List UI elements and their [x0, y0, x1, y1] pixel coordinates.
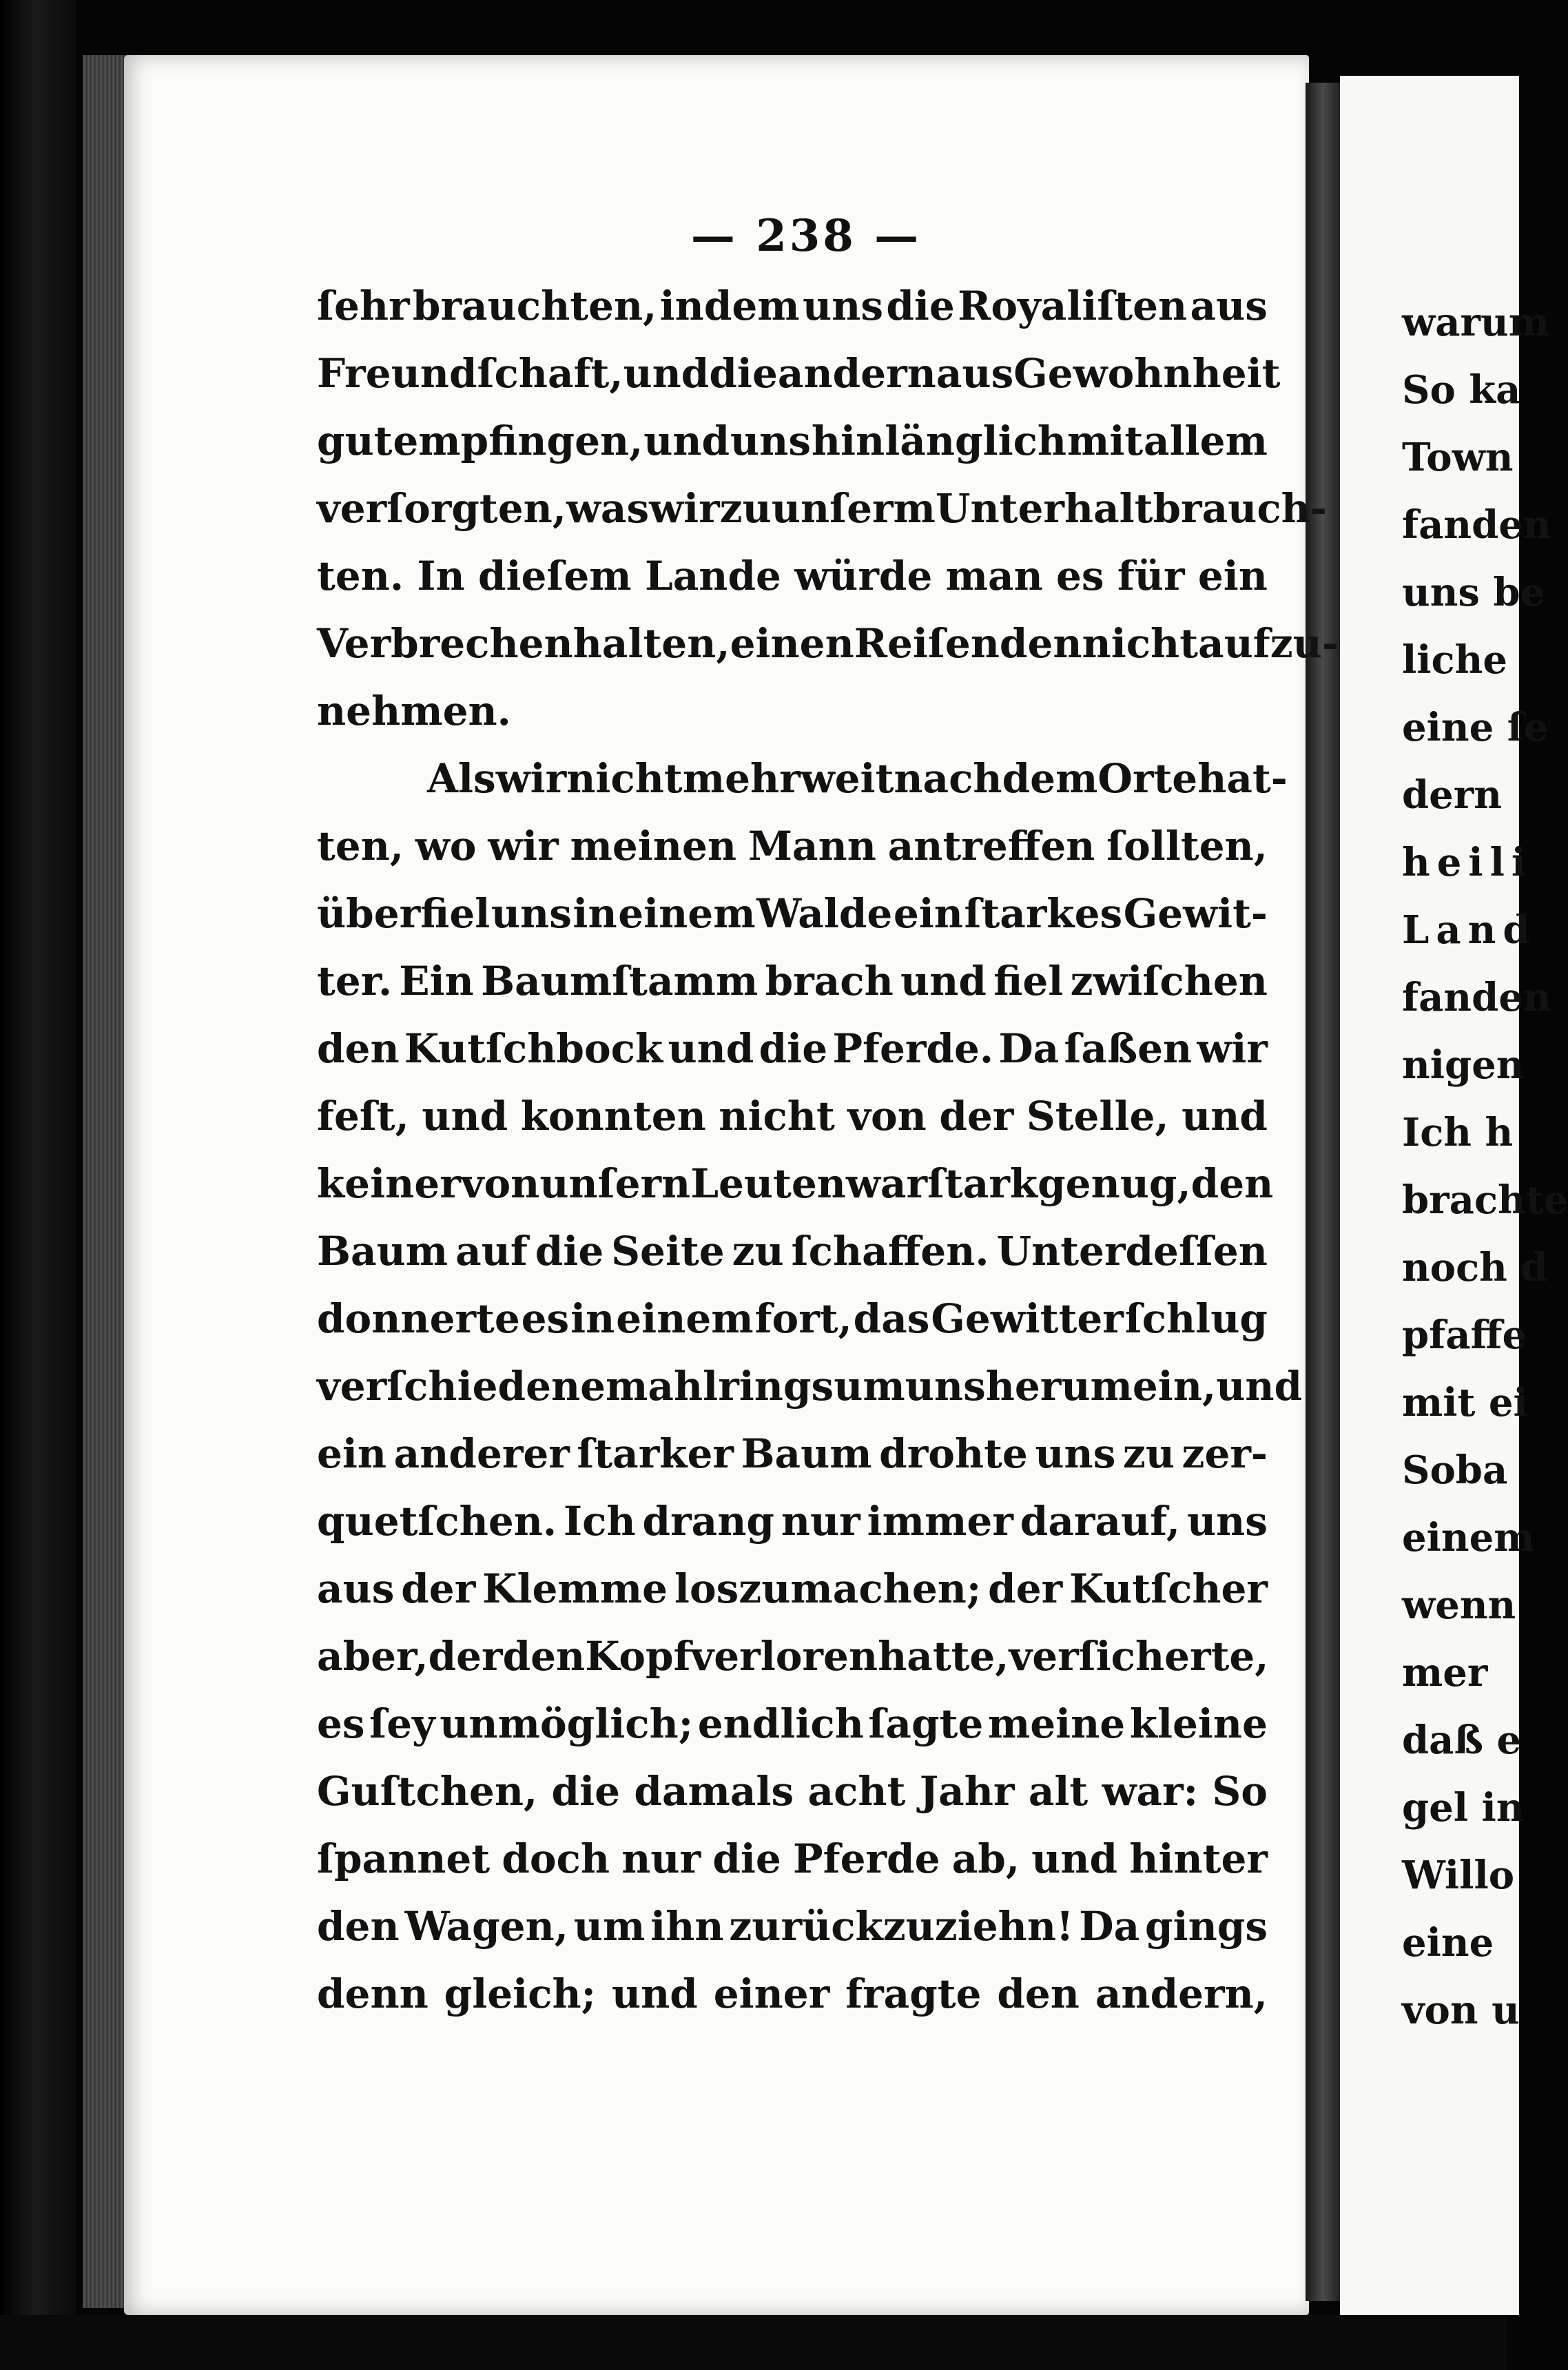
word: ten,: [317, 823, 404, 869]
word: Reiſenden: [854, 620, 1082, 667]
word: Klemme: [482, 1565, 668, 1612]
text-line-fragment: Soba: [1402, 1447, 1508, 1493]
word: Baum: [741, 1430, 872, 1477]
word: konnten: [520, 1093, 706, 1140]
word: halten,: [572, 620, 730, 667]
text-line-fragment: Willo: [1402, 1853, 1515, 1898]
word: ihn: [650, 1903, 724, 1950]
text-line-fragment: fanden: [1402, 975, 1551, 1020]
word: Ich: [564, 1498, 636, 1545]
word: drang: [642, 1498, 774, 1545]
word: der: [988, 1565, 1063, 1612]
word: nicht: [1082, 620, 1199, 667]
word: war: [845, 1160, 928, 1207]
text-line: [317, 1633, 1268, 1700]
word: meinen: [570, 823, 737, 869]
word: hat-: [1197, 755, 1288, 802]
word: acht: [807, 1768, 906, 1815]
text-line: [317, 418, 1268, 485]
text-line-fragment: Land: [1402, 907, 1537, 953]
word: wir: [649, 485, 720, 532]
word: ſchlug: [1124, 1295, 1268, 1342]
word: um: [834, 1363, 905, 1410]
word: gleich;: [444, 1970, 597, 2017]
word: ein: [317, 1430, 387, 1477]
word: Pferde: [793, 1835, 940, 1882]
text-line-fragment: eine: [1402, 1920, 1494, 1966]
word: ſaßen: [1064, 1025, 1193, 1072]
word: das: [853, 1295, 930, 1342]
word: in: [570, 1295, 615, 1342]
word: zurückzuziehn!: [729, 1903, 1074, 1950]
word: nicht: [719, 1093, 835, 1140]
word: war:: [1102, 1768, 1199, 1815]
text-line-fragment: dern: [1402, 772, 1503, 818]
word: den: [317, 1903, 400, 1950]
word: loszumachen;: [674, 1565, 982, 1612]
word: einem: [616, 1295, 754, 1342]
text-line: [317, 1430, 1268, 1498]
word: einem: [618, 890, 756, 937]
word: anderer: [393, 1430, 570, 1477]
word: fragte: [845, 1970, 982, 2017]
word: Gewit-: [1123, 890, 1268, 937]
word: Leuten: [690, 1160, 846, 1207]
word: antreffen: [887, 823, 1095, 869]
word: uns: [1186, 1498, 1268, 1545]
word: was: [566, 485, 650, 532]
text-line: [317, 1228, 1268, 1295]
text-line-fragment: Town: [1402, 435, 1514, 480]
word: andern: [777, 350, 936, 397]
word: Walde: [756, 890, 893, 937]
word: ein,: [1132, 1363, 1217, 1410]
text-line: [317, 350, 1281, 418]
word: indem: [659, 282, 800, 329]
word: ſagte: [868, 1700, 984, 1747]
right-page-text: [1402, 300, 1568, 2055]
word: und: [422, 1093, 508, 1140]
word: Stelle,: [1026, 1093, 1169, 1140]
word: auf: [455, 1228, 528, 1275]
text-line: [317, 282, 1268, 350]
book-spine: [1306, 83, 1340, 2301]
text-line-fragment: Ich h: [1402, 1110, 1514, 1155]
word: verſorgten,: [317, 485, 566, 532]
text-line: [317, 1498, 1268, 1565]
word: und: [623, 350, 710, 397]
text-line-fragment: heili: [1402, 840, 1534, 885]
text-line: [317, 1835, 1268, 1903]
word: ſey: [369, 1700, 435, 1747]
word: ter.: [317, 958, 393, 1004]
word: und: [611, 1970, 698, 2017]
word: quetſchen.: [317, 1498, 557, 1545]
book-gutter: [0, 0, 76, 2370]
word: uns: [491, 890, 572, 937]
word: ſehr: [317, 282, 410, 329]
text-line-fragment: fanden: [1402, 502, 1551, 548]
word: der: [428, 1633, 503, 1680]
word: den: [502, 1633, 586, 1680]
word: darauf,: [1020, 1498, 1181, 1545]
word: und: [643, 418, 730, 464]
word: der: [401, 1565, 476, 1612]
text-line: [317, 1700, 1268, 1768]
word: Wagen,: [404, 1903, 568, 1950]
word: mit: [1066, 418, 1144, 464]
word: von: [847, 1093, 927, 1140]
text-line-fragment: liche: [1402, 637, 1507, 683]
text-line: [317, 620, 1339, 688]
word: Seite: [611, 1228, 725, 1275]
text-line-fragment: von u: [1402, 1988, 1520, 2033]
word: nicht: [566, 755, 683, 802]
word: ſtark: [927, 1160, 1038, 1207]
word: wir: [495, 755, 567, 802]
text-line-fragment: gel in: [1402, 1785, 1525, 1831]
text-line: [317, 1565, 1268, 1633]
text-line-fragment: wenn: [1402, 1583, 1516, 1628]
word: Freundſchaft,: [317, 350, 623, 397]
word: zu: [1122, 1430, 1175, 1477]
word: dieſem: [477, 553, 632, 599]
text-line-fragment: einem: [1402, 1515, 1535, 1560]
word: zwiſchen: [1070, 958, 1268, 1004]
word: fiel: [993, 958, 1064, 1004]
text-line-fragment: daß e: [1402, 1718, 1522, 1763]
word: die: [712, 1835, 781, 1882]
text-line-fragment: pfaffe: [1402, 1312, 1527, 1358]
word: und: [1031, 1835, 1118, 1882]
word: aufzu-: [1198, 620, 1339, 667]
word: Gewohnheit: [1013, 350, 1281, 397]
word: es: [317, 1700, 365, 1747]
text-line-fragment: noch d: [1402, 1245, 1548, 1290]
word: nach: [894, 755, 1002, 802]
word: nur: [621, 1835, 701, 1882]
word: alt: [1028, 1768, 1089, 1815]
text-line: [317, 553, 1268, 620]
word: aber,: [317, 1633, 429, 1680]
word: verſchiedenemahl: [317, 1363, 719, 1410]
word: ab,: [951, 1835, 1020, 1882]
word: unmöglich;: [440, 1700, 694, 1747]
word: endlich: [697, 1700, 864, 1747]
word: hinter: [1129, 1835, 1268, 1882]
text-line-fragment: nigen: [1402, 1042, 1525, 1088]
word: In: [417, 553, 465, 599]
word: Kutſchbock: [404, 1025, 663, 1072]
word: unſern: [539, 1160, 691, 1207]
word: verſicherte,: [1009, 1633, 1269, 1680]
word: Mann: [747, 823, 876, 869]
text-line: [317, 1903, 1268, 1970]
word: unſerm: [771, 485, 936, 532]
word: donnerte: [317, 1295, 520, 1342]
word: nur: [781, 1498, 860, 1545]
word: kleine: [1129, 1700, 1268, 1747]
word: uns: [730, 418, 811, 464]
word: und: [668, 1025, 754, 1072]
word: Pferde.: [832, 1025, 994, 1072]
word: uns: [905, 1363, 986, 1410]
word: den: [317, 1025, 400, 1072]
word: Unterhalt: [935, 485, 1153, 532]
word: Da: [998, 1025, 1060, 1072]
word: herum: [985, 1363, 1133, 1410]
word: Baum: [317, 1228, 448, 1275]
word: würde: [794, 553, 933, 599]
word: uns: [803, 282, 883, 329]
word: zu: [732, 1228, 784, 1275]
text-line-fragment: So ka: [1402, 367, 1521, 413]
word: gut: [317, 418, 393, 464]
word: einer: [713, 1970, 830, 2017]
word: die: [759, 1025, 828, 1072]
word: ein: [1197, 553, 1268, 599]
text-line: [317, 485, 1327, 553]
text-line-fragment: mit ei: [1402, 1380, 1528, 1425]
text-line-fragment: brachte: [1402, 1177, 1568, 1223]
word: brauch-: [1153, 485, 1327, 532]
word: weit: [800, 755, 894, 802]
text-line: [317, 1295, 1268, 1363]
word: keiner: [317, 1160, 461, 1207]
word: ſtarker: [577, 1430, 734, 1477]
word: verloren: [690, 1633, 878, 1680]
word: der: [939, 1093, 1014, 1140]
word: brach: [765, 958, 894, 1004]
word: gings: [1145, 1903, 1268, 1950]
word: die: [551, 1768, 621, 1815]
word: Jahr: [919, 1768, 1015, 1815]
word: Ein: [399, 958, 474, 1004]
text-line: [317, 1160, 1274, 1228]
page-number: — 238 —: [690, 210, 922, 262]
word: zu: [719, 485, 772, 532]
word: doch: [502, 1835, 610, 1882]
word: drohte: [879, 1430, 1028, 1477]
word: einen: [730, 620, 854, 667]
word: feſt,: [317, 1093, 409, 1140]
word: von: [460, 1160, 540, 1207]
word: es: [521, 1295, 570, 1342]
word: uns: [1035, 1430, 1116, 1477]
word: und: [1216, 1363, 1303, 1410]
word: mehr: [682, 755, 801, 802]
word: ten.: [317, 553, 404, 599]
word: zer-: [1182, 1430, 1268, 1477]
word: denn: [317, 1970, 429, 2017]
text-line: [317, 755, 1288, 823]
text-line: [317, 1363, 1303, 1430]
word: in: [572, 890, 617, 937]
word: die: [535, 1228, 604, 1275]
word: immer: [867, 1498, 1013, 1545]
text-line: [317, 823, 1268, 890]
word: rings: [718, 1363, 834, 1410]
scan-border: [0, 2315, 1507, 2370]
text-line: [317, 1970, 1268, 2038]
word: es: [1056, 553, 1104, 599]
text-line: [317, 1025, 1268, 1093]
text-line-fragment: uns be: [1402, 570, 1545, 615]
word: Baumſtamm: [481, 958, 759, 1004]
word: wo: [415, 823, 477, 869]
word: die: [709, 350, 778, 397]
text-line-fragment: mer: [1402, 1650, 1488, 1696]
text-line: [317, 1093, 1268, 1160]
word: ſtarkes: [964, 890, 1123, 937]
word: wir: [1197, 1025, 1268, 1072]
word: für: [1117, 553, 1185, 599]
word: Orte: [1097, 755, 1198, 802]
text-line-fragment: warum: [1402, 300, 1549, 345]
text-line-fragment: eine ſe: [1402, 705, 1549, 750]
text-line: [317, 688, 1268, 755]
word: Gewitter: [931, 1295, 1124, 1342]
word: damals: [634, 1768, 794, 1815]
word: empfingen,: [393, 418, 643, 464]
word: um: [573, 1903, 646, 1950]
word: aus: [1190, 282, 1268, 329]
word: überfiel: [317, 890, 491, 937]
word: und: [1182, 1093, 1268, 1140]
word: Kutſcher: [1069, 1565, 1268, 1612]
word: brauchten,: [412, 282, 657, 329]
word: hatte,: [878, 1633, 1009, 1680]
word: So: [1212, 1768, 1268, 1815]
word: Lande: [644, 553, 781, 599]
word: Da: [1079, 1903, 1140, 1950]
word: andern,: [1095, 1970, 1268, 2017]
word: fort,: [754, 1295, 852, 1342]
word: aus: [317, 1565, 395, 1612]
word: meine: [987, 1700, 1126, 1747]
text-line: [317, 890, 1268, 958]
word: genug,: [1038, 1160, 1191, 1207]
word: ein: [893, 890, 963, 937]
word: den: [1190, 1160, 1274, 1207]
word: ſpannet: [317, 1835, 491, 1882]
word: man: [945, 553, 1043, 599]
word: dem: [1002, 755, 1098, 802]
word: wir: [488, 823, 559, 869]
word: aus: [936, 350, 1014, 397]
word: Unterdeſſen: [996, 1228, 1268, 1275]
word: Als: [427, 755, 496, 802]
word: Royaliſten: [958, 282, 1188, 329]
word: nehmen.: [317, 688, 511, 734]
text-line: [317, 958, 1268, 1025]
word: Verbrechen: [317, 620, 573, 667]
word: die: [886, 282, 955, 329]
text-line: [317, 1768, 1268, 1835]
word: Kopf: [585, 1633, 691, 1680]
word: hinlänglich: [811, 418, 1067, 464]
word: Guſtchen,: [317, 1768, 538, 1815]
word: und: [900, 958, 987, 1004]
left-page-text: [317, 282, 1339, 2038]
word: den: [997, 1970, 1080, 2017]
word: ſchaffen.: [791, 1228, 989, 1275]
word: allem: [1144, 418, 1268, 464]
word: ſollten,: [1106, 823, 1268, 869]
